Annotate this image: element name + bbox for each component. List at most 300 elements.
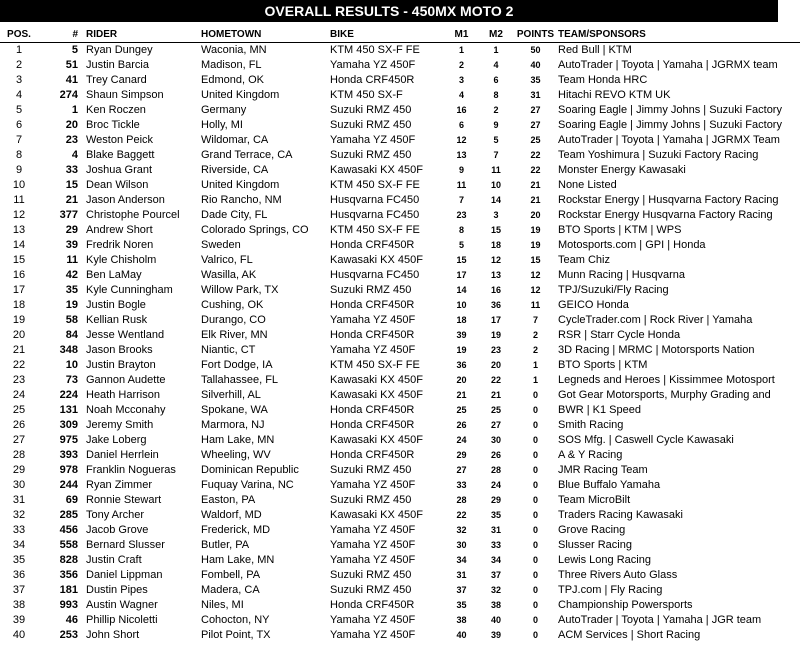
table-row xyxy=(0,568,800,583)
cell-hometown: Edmond, OK xyxy=(201,74,264,86)
cell-m2: 26 xyxy=(490,450,501,460)
cell-m2: 37 xyxy=(490,570,501,580)
cell-rider: Justin Brayton xyxy=(86,359,156,371)
table-row xyxy=(0,628,800,643)
table-row xyxy=(0,418,800,433)
cell-m2: 32 xyxy=(490,585,501,595)
cell-points: 0 xyxy=(532,390,538,400)
table-row xyxy=(0,553,800,568)
cell-bike: Honda CRF450R xyxy=(330,599,415,611)
cell-number: 11 xyxy=(66,254,78,266)
cell-pos: 11 xyxy=(13,194,25,206)
cell-rider: Ryan Zimmer xyxy=(86,479,153,491)
results-table xyxy=(0,27,800,643)
cell-m1: 35 xyxy=(456,600,467,610)
table-row xyxy=(0,43,800,59)
cell-m2: 4 xyxy=(493,60,499,70)
cell-pos: 26 xyxy=(12,419,26,431)
table-row xyxy=(0,298,800,313)
cell-points: 0 xyxy=(532,420,538,430)
cell-hometown: Niantic, CT xyxy=(201,344,256,356)
table-row xyxy=(0,73,800,88)
table-row xyxy=(0,433,800,448)
cell-m1: 30 xyxy=(456,540,467,550)
cell-points: 11 xyxy=(530,300,541,310)
cell-pos: 34 xyxy=(12,539,26,551)
cell-rider: Christophe Pourcel xyxy=(86,209,180,221)
cell-rider: Justin Bogle xyxy=(86,299,146,311)
cell-pos: 10 xyxy=(12,179,26,191)
cell-team: Motosports.com | GPI | Honda xyxy=(558,239,706,251)
cell-hometown: Cushing, OK xyxy=(201,299,264,311)
cell-points: 0 xyxy=(532,480,538,490)
cell-m1: 38 xyxy=(456,615,467,625)
cell-number: 42 xyxy=(65,269,78,281)
cell-team: Soaring Eagle | Jimmy Johns | Suzuki Factory xyxy=(558,119,782,131)
cell-team: JMR Racing Team xyxy=(558,464,648,476)
table-row xyxy=(0,163,800,178)
cell-rider: Kyle Cunningham xyxy=(86,284,173,296)
cell-bike: Honda CRF450R xyxy=(330,449,415,461)
table-row xyxy=(0,178,800,193)
table-row xyxy=(0,313,800,328)
cell-rider: Dustin Pipes xyxy=(86,584,148,596)
cell-m2: 31 xyxy=(490,525,501,535)
table-row xyxy=(0,583,800,598)
col-header-bike: BIKE xyxy=(330,27,444,43)
cell-team: CycleTrader.com | Rock River | Yamaha xyxy=(558,314,753,326)
cell-hometown: Madison, FL xyxy=(201,59,262,71)
cell-number: 58 xyxy=(65,314,78,326)
cell-m2: 2 xyxy=(493,105,499,115)
cell-bike: Husqvarna FC450 xyxy=(330,194,420,206)
cell-m1: 1 xyxy=(458,45,464,55)
cell-hometown: Fuquay Varina, NC xyxy=(201,479,294,491)
cell-points: 1 xyxy=(532,360,538,370)
cell-number: 253 xyxy=(59,629,78,641)
cell-rider: Kellian Rusk xyxy=(86,314,148,326)
cell-bike: Honda CRF450R xyxy=(330,404,415,416)
cell-points: 27 xyxy=(530,105,541,115)
cell-pos: 36 xyxy=(12,569,26,581)
cell-points: 2 xyxy=(532,330,538,340)
cell-number: 978 xyxy=(59,464,78,476)
cell-pos: 4 xyxy=(15,89,23,101)
cell-pos: 16 xyxy=(12,269,26,281)
cell-number: 224 xyxy=(59,389,78,401)
cell-hometown: Frederick, MD xyxy=(201,524,271,536)
cell-rider: Heath Harrison xyxy=(86,389,160,401)
cell-bike: KTM 450 SX-F FE xyxy=(330,179,420,191)
cell-m1: 10 xyxy=(456,300,467,310)
cell-hometown: Marmora, NJ xyxy=(201,419,265,431)
cell-team: None Listed xyxy=(558,179,617,191)
cell-pos: 24 xyxy=(12,389,26,401)
cell-rider: Ronnie Stewart xyxy=(86,494,162,506)
cell-m2: 22 xyxy=(490,375,501,385)
cell-m2: 20 xyxy=(490,360,501,370)
table-row xyxy=(0,523,800,538)
cell-m2: 28 xyxy=(490,465,501,475)
cell-team: Hitachi REVO KTM UK xyxy=(558,89,671,101)
cell-team: AutoTrader | Toyota | Yamaha | JGRMX Team xyxy=(558,134,780,146)
cell-hometown: Valrico, FL xyxy=(201,254,253,266)
cell-hometown: Sweden xyxy=(201,239,241,251)
cell-hometown: Elk River, MN xyxy=(201,329,268,341)
cell-points: 21 xyxy=(530,180,541,190)
cell-team: Team Yoshimura | Suzuki Factory Racing xyxy=(558,149,759,161)
cell-rider: Broc Tickle xyxy=(86,119,140,131)
cell-pos: 22 xyxy=(12,359,26,371)
cell-m2: 1 xyxy=(493,45,499,55)
cell-m1: 19 xyxy=(456,345,467,355)
cell-hometown: Waconia, MN xyxy=(201,44,267,56)
cell-rider: Fredrik Noren xyxy=(86,239,154,251)
cell-m2: 16 xyxy=(490,285,501,295)
results-title: OVERALL RESULTS - 450MX MOTO 2 xyxy=(0,0,778,22)
cell-m2: 10 xyxy=(490,180,501,190)
cell-team: BTO Sports | KTM | WPS xyxy=(558,224,682,236)
cell-hometown: Willow Park, TX xyxy=(201,284,279,296)
cell-pos: 14 xyxy=(12,239,26,251)
cell-number: 131 xyxy=(59,404,78,416)
cell-m1: 5 xyxy=(458,240,464,250)
cell-m1: 9 xyxy=(458,165,464,175)
cell-bike: Yamaha YZ 450F xyxy=(330,479,416,491)
cell-pos: 31 xyxy=(12,494,26,506)
cell-rider: Ken Roczen xyxy=(86,104,146,116)
cell-m2: 34 xyxy=(490,555,501,565)
cell-rider: Jake Loberg xyxy=(86,434,147,446)
cell-rider: Bernard Slusser xyxy=(86,539,165,551)
table-row xyxy=(0,193,800,208)
cell-pos: 25 xyxy=(12,404,26,416)
cell-number: 274 xyxy=(59,89,78,101)
cell-rider: Andrew Short xyxy=(86,224,153,236)
table-row xyxy=(0,133,800,148)
cell-pos: 19 xyxy=(12,314,26,326)
cell-m2: 27 xyxy=(490,420,501,430)
cell-team: Lewis Long Racing xyxy=(558,554,651,566)
table-row xyxy=(0,388,800,403)
cell-team: Rockstar Energy Husqvarna Factory Racing xyxy=(558,209,773,221)
cell-rider: Tony Archer xyxy=(86,509,145,521)
cell-rider: Kyle Chisholm xyxy=(86,254,157,266)
cell-m2: 29 xyxy=(490,495,501,505)
cell-m1: 22 xyxy=(456,510,467,520)
cell-hometown: Niles, MI xyxy=(201,599,244,611)
cell-m1: 13 xyxy=(456,150,467,160)
cell-m1: 16 xyxy=(456,105,467,115)
cell-pos: 37 xyxy=(12,584,26,596)
cell-bike: KTM 450 SX-F FE xyxy=(330,44,420,56)
table-row xyxy=(0,283,800,298)
cell-points: 0 xyxy=(532,510,538,520)
cell-team: RSR | Starr Cycle Honda xyxy=(558,329,681,341)
table-row xyxy=(0,88,800,103)
cell-m1: 2 xyxy=(458,60,464,70)
cell-number: 69 xyxy=(65,494,78,506)
cell-m1: 31 xyxy=(456,570,467,580)
cell-hometown: Holly, MI xyxy=(201,119,243,131)
cell-hometown: Rio Rancho, NM xyxy=(201,194,282,206)
cell-points: 0 xyxy=(532,450,538,460)
cell-points: 0 xyxy=(532,495,538,505)
cell-number: 181 xyxy=(59,584,78,596)
cell-m1: 8 xyxy=(458,225,464,235)
cell-bike: Suzuki RMZ 450 xyxy=(330,584,412,596)
cell-rider: Daniel Lippman xyxy=(86,569,163,581)
cell-rider: Franklin Nogueras xyxy=(86,464,176,476)
table-row xyxy=(0,58,800,73)
cell-number: 356 xyxy=(59,569,78,581)
cell-bike: Yamaha YZ 450F xyxy=(330,134,416,146)
cell-hometown: Easton, PA xyxy=(201,494,256,506)
cell-m2: 7 xyxy=(493,150,499,160)
table-row xyxy=(0,328,800,343)
cell-points: 20 xyxy=(530,210,541,220)
cell-hometown: Spokane, WA xyxy=(201,404,268,416)
cell-rider: Ben LaMay xyxy=(86,269,142,281)
cell-pos: 5 xyxy=(15,104,23,116)
cell-pos: 35 xyxy=(12,554,26,566)
cell-m2: 24 xyxy=(490,480,501,490)
cell-points: 19 xyxy=(530,225,541,235)
col-header-team: TEAM/SPONSORS xyxy=(558,27,800,43)
cell-pos: 30 xyxy=(12,479,26,491)
cell-points: 2 xyxy=(532,345,538,355)
table-row xyxy=(0,148,800,163)
cell-m2: 6 xyxy=(493,75,499,85)
cell-rider: Dean Wilson xyxy=(86,179,149,191)
cell-m1: 3 xyxy=(458,75,464,85)
cell-rider: Jesse Wentland xyxy=(86,329,165,341)
table-row xyxy=(0,598,800,613)
cell-bike: Honda CRF450R xyxy=(330,299,415,311)
cell-pos: 32 xyxy=(12,509,26,521)
cell-pos: 9 xyxy=(15,164,23,176)
cell-number: 244 xyxy=(59,479,78,491)
cell-m1: 11 xyxy=(456,180,467,190)
cell-hometown: Fort Dodge, IA xyxy=(201,359,273,371)
cell-hometown: Wheeling, WV xyxy=(201,449,271,461)
cell-pos: 23 xyxy=(12,374,26,386)
cell-m1: 39 xyxy=(456,330,467,340)
cell-number: 39 xyxy=(65,239,78,251)
table-row xyxy=(0,223,800,238)
cell-number: 29 xyxy=(65,224,78,236)
table-row xyxy=(0,358,800,373)
cell-hometown: Germany xyxy=(201,104,247,116)
cell-hometown: Wildomar, CA xyxy=(201,134,269,146)
cell-bike: Yamaha YZ 450F xyxy=(330,524,416,536)
cell-m2: 5 xyxy=(493,135,499,145)
cell-rider: Blake Baggett xyxy=(86,149,155,161)
cell-m1: 14 xyxy=(456,285,467,295)
cell-number: 15 xyxy=(65,179,78,191)
cell-rider: Austin Wagner xyxy=(86,599,158,611)
cell-m1: 34 xyxy=(456,555,467,565)
cell-number: 23 xyxy=(65,134,78,146)
table-row xyxy=(0,463,800,478)
cell-m2: 13 xyxy=(490,270,501,280)
cell-bike: Kawasaki KX 450F xyxy=(330,374,423,386)
cell-rider: Jeremy Smith xyxy=(86,419,154,431)
cell-bike: Yamaha YZ 450F xyxy=(330,314,416,326)
cell-rider: Justin Barcia xyxy=(86,59,149,71)
cell-m1: 17 xyxy=(456,270,467,280)
cell-bike: KTM 450 SX-F FE xyxy=(330,224,420,236)
cell-m2: 30 xyxy=(490,435,501,445)
cell-number: 35 xyxy=(65,284,78,296)
cell-team: Three Rivers Auto Glass xyxy=(558,569,678,581)
cell-m2: 33 xyxy=(490,540,501,550)
cell-points: 19 xyxy=(530,240,541,250)
cell-number: 19 xyxy=(65,299,78,311)
cell-pos: 21 xyxy=(12,344,26,356)
cell-points: 21 xyxy=(530,195,541,205)
table-row xyxy=(0,238,800,253)
table-row xyxy=(0,403,800,418)
cell-points: 12 xyxy=(530,285,541,295)
cell-points: 0 xyxy=(532,465,538,475)
cell-m1: 33 xyxy=(456,480,467,490)
cell-bike: Suzuki RMZ 450 xyxy=(330,284,412,296)
cell-hometown: United Kingdom xyxy=(201,89,280,101)
cell-bike: Suzuki RMZ 450 xyxy=(330,569,412,581)
cell-m1: 23 xyxy=(456,210,467,220)
cell-team: Traders Racing Kawasaki xyxy=(558,509,683,521)
cell-number: 20 xyxy=(65,119,78,131)
cell-rider: Trey Canard xyxy=(86,74,147,86)
cell-pos: 39 xyxy=(12,614,26,626)
col-header-number: # xyxy=(38,27,86,43)
cell-team: Grove Racing xyxy=(558,524,626,536)
cell-m1: 32 xyxy=(456,525,467,535)
cell-rider: Noah Mcconahy xyxy=(86,404,166,416)
cell-number: 84 xyxy=(65,329,78,341)
cell-team: Munn Racing | Husqvarna xyxy=(558,269,685,281)
cell-team: Got Gear Motorsports, Murphy Grading and xyxy=(558,389,771,401)
cell-hometown: Silverhill, AL xyxy=(201,389,261,401)
table-row xyxy=(0,613,800,628)
cell-pos: 6 xyxy=(15,119,23,131)
cell-bike: Suzuki RMZ 450 xyxy=(330,104,412,116)
cell-m1: 36 xyxy=(456,360,467,370)
col-header-hometown: HOMETOWN xyxy=(201,27,330,43)
cell-number: 1 xyxy=(71,104,78,116)
cell-m2: 25 xyxy=(490,405,501,415)
cell-points: 1 xyxy=(532,375,538,385)
cell-m1: 6 xyxy=(458,120,464,130)
cell-team: TPJ.com | Fly Racing xyxy=(558,584,663,596)
cell-m2: 39 xyxy=(490,630,501,640)
cell-points: 40 xyxy=(530,60,541,70)
cell-bike: Yamaha YZ 450F xyxy=(330,629,416,641)
cell-number: 558 xyxy=(59,539,78,551)
cell-m1: 24 xyxy=(456,435,467,445)
cell-pos: 18 xyxy=(12,299,26,311)
cell-number: 5 xyxy=(71,44,78,56)
cell-hometown: Tallahassee, FL xyxy=(201,374,279,386)
cell-bike: Honda CRF450R xyxy=(330,239,415,251)
cell-bike: Yamaha YZ 450F xyxy=(330,344,416,356)
cell-team: BWR | K1 Speed xyxy=(558,404,641,416)
cell-points: 0 xyxy=(532,600,538,610)
cell-bike: KTM 450 SX-F xyxy=(330,89,403,101)
cell-pos: 8 xyxy=(15,149,23,161)
cell-m2: 35 xyxy=(490,510,501,520)
cell-points: 0 xyxy=(532,435,538,445)
cell-points: 0 xyxy=(532,585,538,595)
cell-team: Championship Powersports xyxy=(558,599,693,611)
cell-hometown: Fombell, PA xyxy=(201,569,261,581)
cell-hometown: Waldorf, MD xyxy=(201,509,262,521)
cell-team: Monster Energy Kawasaki xyxy=(558,164,686,176)
cell-number: 377 xyxy=(59,209,78,221)
cell-bike: Suzuki RMZ 450 xyxy=(330,464,412,476)
cell-number: 73 xyxy=(65,374,78,386)
cell-number: 41 xyxy=(65,74,78,86)
cell-hometown: Colorado Springs, CO xyxy=(201,224,309,236)
cell-bike: Honda CRF450R xyxy=(330,329,415,341)
cell-hometown: Cohocton, NY xyxy=(201,614,270,626)
cell-m2: 40 xyxy=(490,615,501,625)
cell-number: 33 xyxy=(65,164,78,176)
cell-bike: Suzuki RMZ 450 xyxy=(330,119,412,131)
cell-number: 51 xyxy=(65,59,78,71)
col-header-pos: POS. xyxy=(0,27,38,43)
cell-hometown: Butler, PA xyxy=(201,539,250,551)
cell-rider: Justin Craft xyxy=(86,554,142,566)
cell-number: 10 xyxy=(65,359,78,371)
cell-m1: 12 xyxy=(456,135,467,145)
cell-pos: 28 xyxy=(12,449,26,461)
cell-bike: Suzuki RMZ 450 xyxy=(330,149,412,161)
cell-points: 22 xyxy=(530,150,541,160)
cell-bike: Yamaha YZ 450F xyxy=(330,539,416,551)
cell-rider: Weston Peick xyxy=(86,134,154,146)
cell-hometown: Dade City, FL xyxy=(201,209,268,221)
cell-m2: 17 xyxy=(490,315,501,325)
cell-team: Legneds and Heroes | Kissimmee Motosport xyxy=(558,374,775,386)
cell-m1: 21 xyxy=(456,390,467,400)
cell-m2: 11 xyxy=(491,165,501,175)
cell-m1: 15 xyxy=(456,255,467,265)
cell-m1: 7 xyxy=(458,195,464,205)
cell-m2: 9 xyxy=(493,120,499,130)
table-row xyxy=(0,478,800,493)
cell-rider: Ryan Dungey xyxy=(86,44,153,56)
cell-pos: 13 xyxy=(12,224,26,236)
cell-pos: 17 xyxy=(12,284,26,296)
cell-number: 285 xyxy=(59,509,78,521)
cell-hometown: United Kingdom xyxy=(201,179,280,191)
col-header-m1: M1 xyxy=(444,27,479,43)
col-header-points: POINTS xyxy=(513,27,558,43)
cell-m1: 37 xyxy=(456,585,467,595)
cell-number: 309 xyxy=(59,419,78,431)
col-header-m2: M2 xyxy=(479,27,513,43)
cell-points: 25 xyxy=(530,135,541,145)
cell-team: A & Y Racing xyxy=(558,449,623,461)
cell-hometown: Ham Lake, MN xyxy=(201,434,275,446)
cell-number: 348 xyxy=(59,344,78,356)
cell-rider: Jason Anderson xyxy=(86,194,165,206)
cell-bike: Yamaha YZ 450F xyxy=(330,59,416,71)
cell-m2: 15 xyxy=(490,225,501,235)
cell-pos: 1 xyxy=(15,44,23,56)
